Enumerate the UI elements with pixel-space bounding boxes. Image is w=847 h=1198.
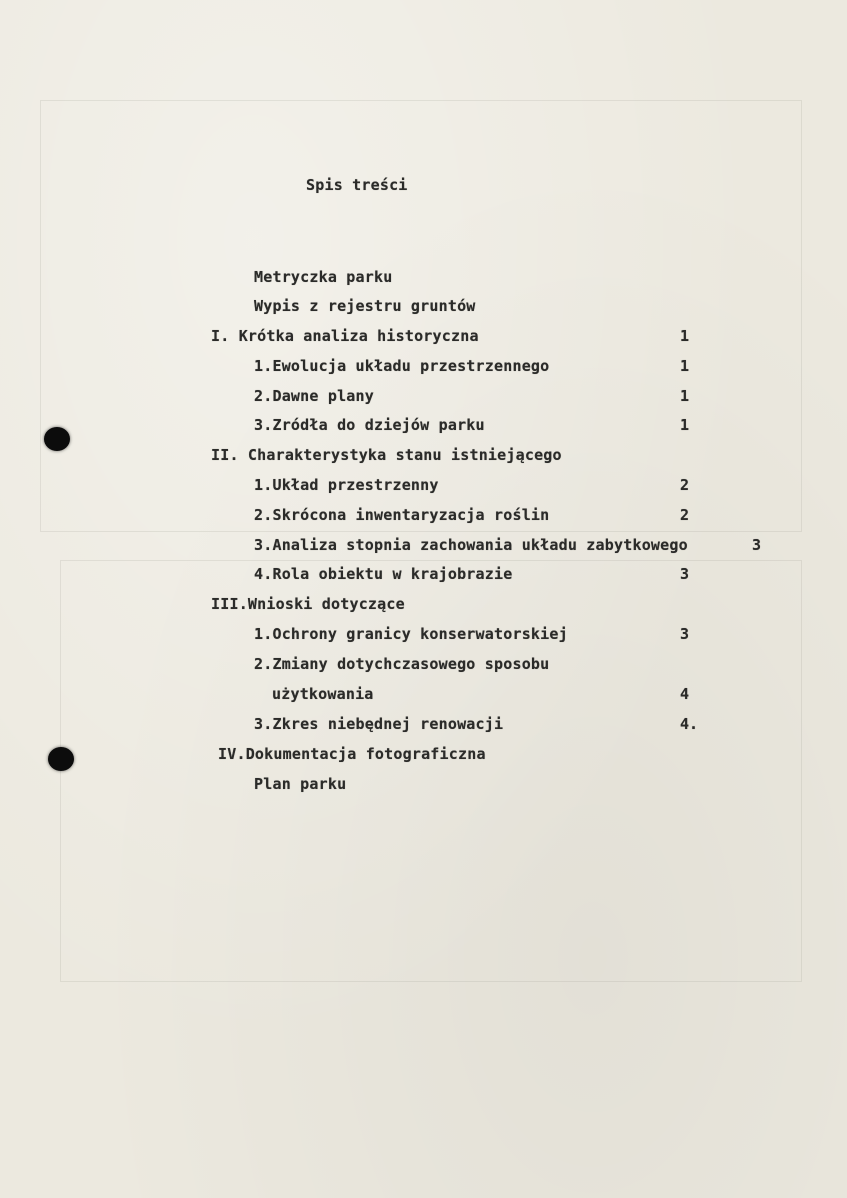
toc-entry: 2.Dawne plany — [254, 387, 374, 405]
toc-page-number: 3 — [680, 565, 690, 583]
toc-entry: 2.Skrócona inwentaryzacja roślin — [254, 506, 550, 524]
toc-page-number: 1 — [680, 387, 690, 405]
toc-page-number: 2 — [680, 476, 690, 494]
toc-entry: 3.Analiza stopnia zachowania układu zabytkowego — [254, 536, 688, 554]
toc-page-number: 4 — [680, 685, 690, 703]
punch-hole — [48, 747, 74, 771]
show-through-mark — [40, 100, 802, 532]
toc-entry: I. Krótka analiza historyczna — [211, 327, 479, 345]
toc-page-number: 3 — [752, 536, 762, 554]
toc-page-number: 1 — [680, 416, 690, 434]
toc-entry: 4.Rola obiektu w krajobrazie — [254, 565, 513, 583]
toc-entry: użytkowania — [272, 685, 374, 703]
toc-page-number: 1 — [680, 357, 690, 375]
toc-entry: 1.Ewolucja układu przestrzennego — [254, 357, 550, 375]
toc-entry: 1.Ochrony granicy konserwatorskiej — [254, 625, 568, 643]
toc-entry: 3.Zródła do dziejów parku — [254, 416, 485, 434]
show-through-mark — [60, 560, 802, 982]
toc-page-number: 2 — [680, 506, 690, 524]
toc-entry: Plan parku — [254, 775, 347, 793]
page-title: Spis treści — [306, 176, 408, 194]
toc-page-number: 4. — [680, 715, 699, 733]
toc-entry: 1.Układ przestrzenny — [254, 476, 439, 494]
toc-entry: Wypis z rejestru gruntów — [254, 297, 476, 315]
toc-entry: II. Charakterystyka stanu istniejącego — [211, 446, 562, 464]
toc-entry: 2.Zmiany dotychczasowego sposobu — [254, 655, 550, 673]
toc-entry: IV.Dokumentacja fotograficzna — [218, 745, 486, 763]
toc-page-number: 1 — [680, 327, 690, 345]
toc-entry: III.Wnioski dotyczące — [211, 595, 405, 613]
toc-entry: Metryczka parku — [254, 268, 393, 286]
toc-entry: 3.Zkres niebędnej renowacji — [254, 715, 504, 733]
punch-hole — [44, 427, 70, 451]
toc-page-number: 3 — [680, 625, 690, 643]
